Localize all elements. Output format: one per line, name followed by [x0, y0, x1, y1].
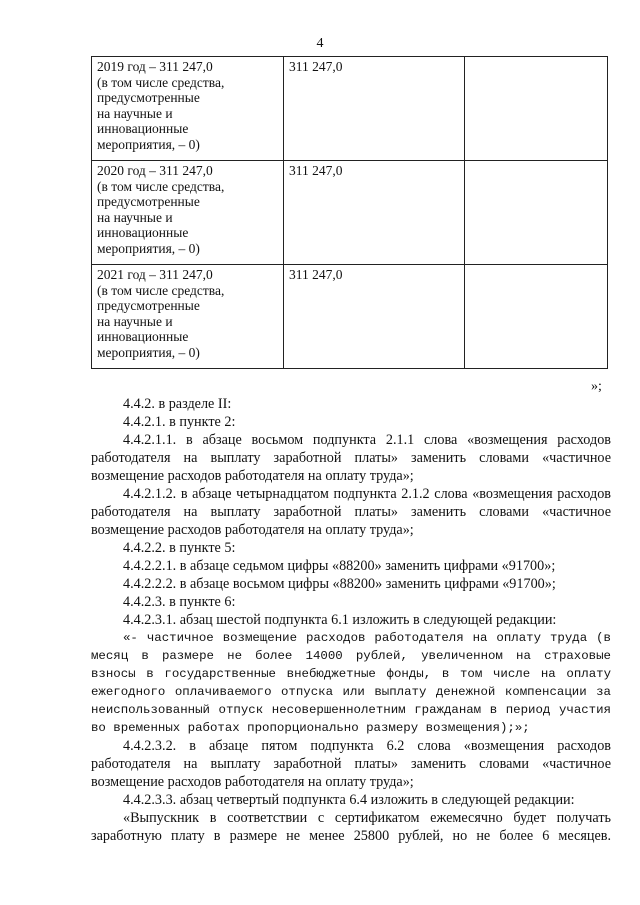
table-row	[92, 265, 608, 369]
cell-text-line: мероприятия, – 0)	[97, 136, 200, 152]
empty-cell	[465, 161, 608, 265]
cell-text-line: инновационные	[97, 121, 189, 137]
cell-text-line: предусмотренные	[97, 90, 200, 106]
cell-text-line: предусмотренные	[97, 194, 200, 210]
cell-text-line: (в том числе средства,	[97, 74, 225, 90]
paragraph: 4.4.2.2. в пункте 5:	[123, 540, 236, 556]
paragraph: 4.4.2.3.1. абзац шестой подпункта 6.1 изложить в следующей редакции:	[123, 612, 557, 628]
paragraph: 4.4.2.3.3. абзац четвертый подпункта 6.4 изложить в следующей редакции:	[123, 792, 575, 808]
cell-text-line: 2019 год – 311 247,0	[97, 59, 213, 74]
cell-text-line: на научные и	[97, 105, 173, 121]
paragraph: «Выпускник в соответствии с сертификатом ежемесячно будет получать заработную плату в размере не менее 25800 рублей, но не более 6 месяцев.	[91, 810, 611, 844]
cell-text-line: (в том числе средства,	[97, 282, 225, 298]
paragraph: 4.4.2.2.2. в абзаце восьмом цифры «88200» заменить цифрами «91700»;	[123, 576, 556, 592]
cell-text-line: (в том числе средства,	[97, 178, 225, 194]
page-number: 4	[316, 36, 324, 51]
year-amount-cell	[92, 161, 284, 265]
cell-text-line: инновационные	[97, 225, 189, 241]
paragraph: 4.4.2.3. в пункте 6:	[123, 594, 236, 610]
paragraph: 4.4.2.3.2. в абзаце пятом подпункта 6.2 слова «возмещения расходов работодателя на выплату заработной платы» заменить словами «частичное возмещение расходов работодателя на оплату труда»;	[91, 738, 611, 790]
funding-table	[91, 56, 608, 369]
paragraph: 4.4.2. в разделе II:	[123, 396, 232, 412]
cell-text-line: инновационные	[97, 329, 189, 345]
empty-cell	[465, 57, 608, 161]
paragraph: 4.4.2.1.1. в абзаце восьмом подпункта 2.1.1 слова «возмещения расходов работодателя на выплату заработной платы» заменить словами «частичное возмещение расходов работодателя на оплату труда»;	[91, 432, 611, 484]
year-amount-cell	[92, 265, 284, 369]
paragraph: «- частичное возмещение расходов работодателя на оплату труда (в месяц в размере не более 14000 рублей, увеличенном на страховые взносы в государственные внебюджетные фонды, в том числе на оплату ежегодного оплачиваемого отпуска или выплату денежной компенсации за неиспользованный отпуск несовершеннолетним гражданам в период участия во временных работах пропорционально размеру возмещения);»;	[91, 631, 611, 735]
document-body	[91, 395, 611, 845]
cell-text-line: 2020 год – 311 247,0	[97, 163, 213, 178]
cell-text-line: на научные и	[97, 209, 173, 225]
cell-text-line: на научные и	[97, 313, 173, 329]
table-row	[92, 161, 608, 265]
closing-quote: »;	[591, 379, 602, 394]
amount-cell: 311 247,0	[284, 265, 465, 369]
amount-cell: 311 247,0	[284, 161, 465, 265]
amount-cell: 311 247,0	[284, 57, 465, 161]
paragraph: 4.4.2.2.1. в абзаце седьмом цифры «88200» заменить цифрами «91700»;	[123, 558, 556, 574]
year-amount-cell	[92, 57, 284, 161]
paragraph: 4.4.2.1.2. в абзаце четырнадцатом подпункта 2.1.2 слова «возмещения расходов работодателя на выплату заработной платы» заменить словами «частичное возмещение расходов работодателя на оплату труда»;	[91, 486, 611, 538]
table-row	[92, 57, 608, 161]
cell-text-line: мероприятия, – 0)	[97, 240, 200, 256]
cell-text-line: предусмотренные	[97, 298, 200, 314]
paragraph: 4.4.2.1. в пункте 2:	[123, 414, 236, 430]
empty-cell	[465, 265, 608, 369]
cell-text-line: 2021 год – 311 247,0	[97, 267, 213, 282]
cell-text-line: мероприятия, – 0)	[97, 344, 200, 360]
